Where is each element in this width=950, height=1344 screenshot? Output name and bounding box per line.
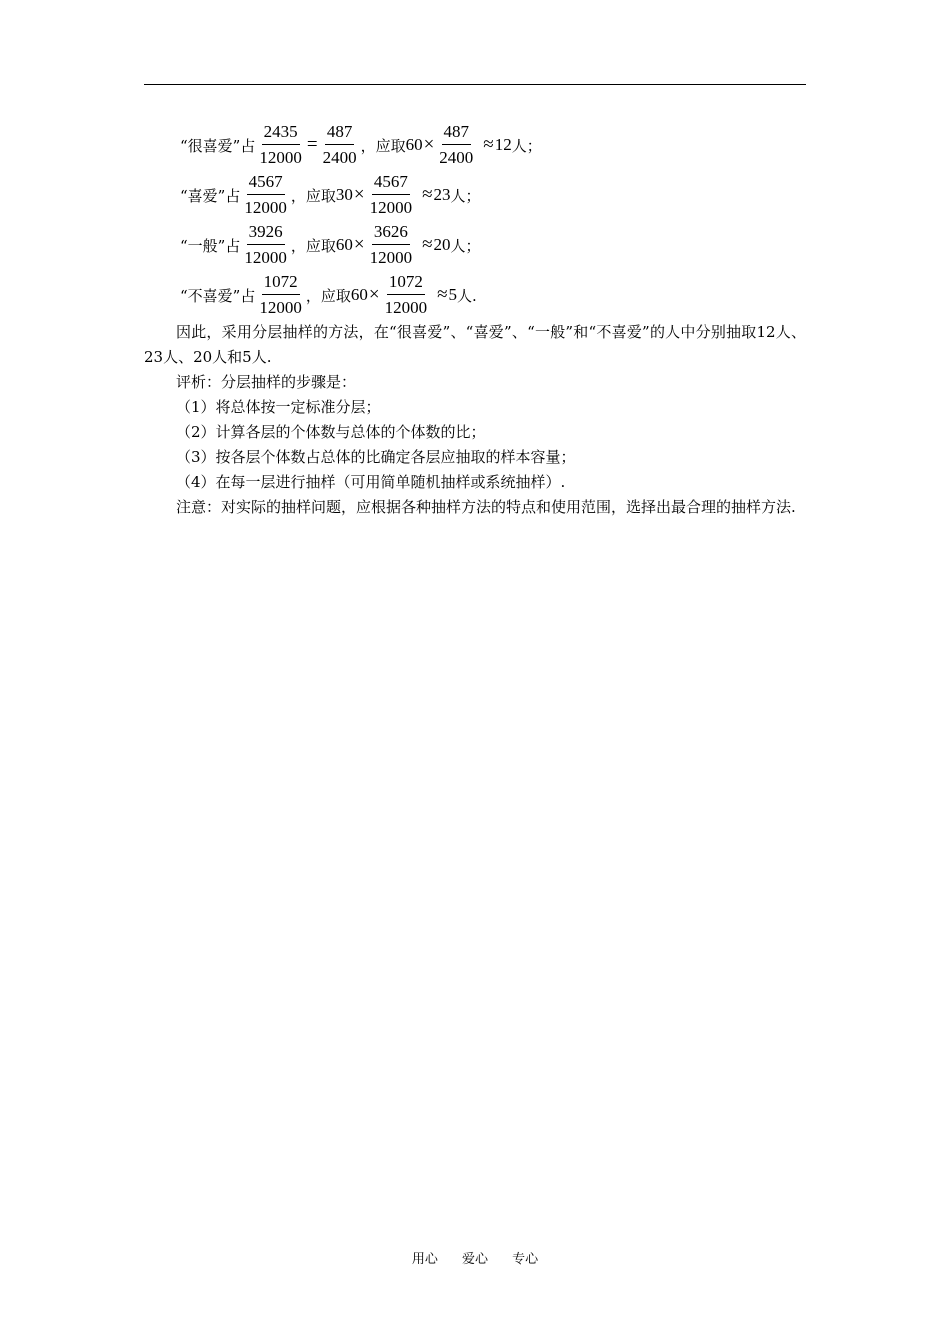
result-value: 12 xyxy=(494,135,512,154)
row-tail: 人； xyxy=(450,236,481,255)
coefficient: 60 xyxy=(350,285,368,304)
approx-sign: ≈ xyxy=(483,134,494,155)
comment-title: 评析：分层抽样的步骤是： xyxy=(176,373,357,391)
step-item: （1）将总体按一定标准分层； xyxy=(176,398,381,416)
conclusion-paragraph: 因此，采用分层抽样的方法，在“很喜爱”、“喜爱”、“一般”和“不喜爱”的人中分别抽取12人、23人、20人和5人. xyxy=(144,323,806,366)
row-label: “一般”占 xyxy=(180,236,241,255)
approx-sign: ≈ xyxy=(422,184,433,205)
row-text: ，应取 xyxy=(290,236,336,255)
result-value: 20 xyxy=(433,235,451,254)
approx-sign: ≈ xyxy=(422,234,433,255)
result-value: 5 xyxy=(448,285,458,304)
fraction: $\frac{1072}{12000}$ xyxy=(384,272,428,317)
fraction: $\frac{3626}{12000}$ xyxy=(369,222,413,267)
times-sign: × xyxy=(353,184,365,205)
coefficient: 60 xyxy=(405,135,423,154)
times-sign: × xyxy=(353,234,365,255)
page-footer xyxy=(0,1248,950,1267)
fraction: $\frac{4567}{12000}$ xyxy=(369,172,413,217)
row-text: ，应取 xyxy=(305,286,351,305)
footer-item: 专心 xyxy=(512,1252,539,1267)
header-rule xyxy=(144,84,806,85)
times-sign: × xyxy=(423,134,435,155)
ratio-row-very-like xyxy=(144,120,806,170)
note-paragraph: 注意：对实际的抽样问题，应根据各种抽样方法的特点和使用范围，选择出最合理的抽样方法. xyxy=(176,498,796,516)
equals-sign: = xyxy=(306,134,318,155)
row-label: “喜爱”占 xyxy=(180,186,241,205)
row-text: ，应取 xyxy=(360,136,406,155)
row-label: “不喜爱”占 xyxy=(180,286,256,305)
footer-item: 用心 xyxy=(411,1252,438,1267)
row-tail: 人； xyxy=(450,186,481,205)
row-text: ，应取 xyxy=(290,186,336,205)
fraction: $\frac{1072}{12000}$ xyxy=(259,272,302,317)
row-label: “很喜爱”占 xyxy=(180,136,256,155)
times-sign: × xyxy=(368,284,380,305)
step-item: （2）计算各层的个体数与总体的个体数的比； xyxy=(176,423,486,441)
coefficient: 30 xyxy=(335,185,353,204)
row-tail: 人. xyxy=(457,286,477,305)
ratio-row-dislike xyxy=(144,270,806,320)
step-item: （3）按各层个体数占总体的比确定各层应抽取的样本容量； xyxy=(176,448,576,466)
fraction: $\frac{487}{2400}$ xyxy=(439,122,474,167)
fraction: $\frac{487}{2400}$ xyxy=(322,122,357,167)
fraction: $\frac{2435}{12000}$ xyxy=(259,122,302,167)
footer-item: 爱心 xyxy=(461,1252,488,1267)
ratio-row-like xyxy=(144,170,806,220)
fraction: $\frac{4567}{12000}$ xyxy=(244,172,287,217)
approx-sign: ≈ xyxy=(437,284,448,305)
result-value: 23 xyxy=(433,185,451,204)
ratio-row-neutral xyxy=(144,220,806,270)
row-tail: 人； xyxy=(511,136,542,155)
fraction: $\frac{3926}{12000}$ xyxy=(244,222,287,267)
document-body xyxy=(144,120,806,520)
coefficient: 60 xyxy=(335,235,353,254)
step-item: （4）在每一层进行抽样（可用简单随机抽样或系统抽样）. xyxy=(176,473,566,491)
